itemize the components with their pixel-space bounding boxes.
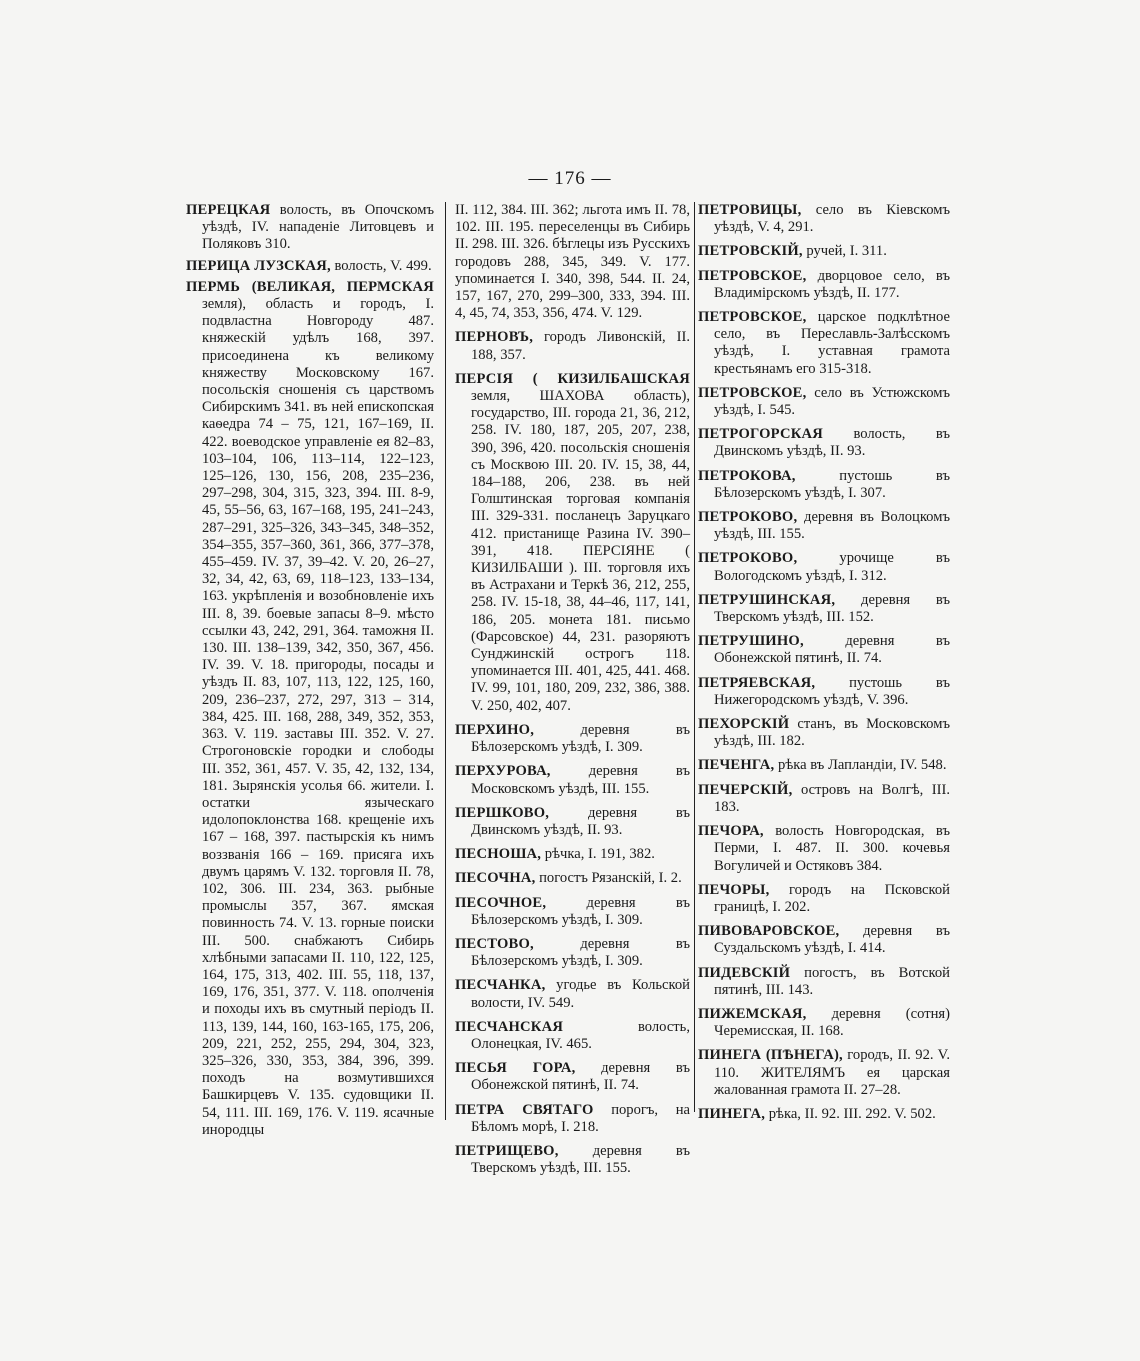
index-entry — [698, 309, 950, 378]
entry-headword: ПЕСТОВО, — [455, 935, 534, 952]
index-entry — [698, 633, 950, 667]
index-entry — [698, 202, 950, 236]
index-entry — [186, 279, 434, 1139]
index-entry — [698, 1106, 950, 1123]
entry-text: деревня (сотня) Черемисская, II. 168. — [714, 1005, 950, 1040]
entry-text: село въ Устюжскомъ уѣздѣ, I. 545. — [714, 384, 950, 419]
entry-headword: ПЕТРУШИНО, — [698, 633, 804, 650]
entry-headword: ПЕЧЕРСКІЙ, — [698, 781, 793, 798]
index-entry — [455, 977, 690, 1011]
index-entry — [455, 763, 690, 797]
entry-text: волость, въ Двинскомъ уѣздѣ, II. 93. — [714, 426, 950, 460]
index-entry — [698, 1047, 950, 1099]
index-column-1 — [186, 202, 434, 1143]
index-entry — [698, 426, 950, 460]
entry-text: царское подклѣтное село, въ Переславль-Залѣсскомъ уѣздѣ, I. уставная грамота крестьянамъ его 315-318. — [714, 309, 950, 377]
index-entry — [455, 1143, 690, 1177]
entry-text: ручей, I. 311. — [802, 243, 887, 260]
entry-text: волость Новгородская, въ Перми, I. 487. II. 300. кочевья Вогуличей и Остяковъ 384. — [714, 823, 950, 874]
entry-headword: ПИНЕГА (ПѢНЕГА), — [698, 1047, 843, 1064]
entry-text: деревня въ Бѣлозерскомъ уѣздѣ, I. 309. — [471, 721, 690, 756]
index-entry — [698, 757, 950, 774]
page-number: — 176 — — [528, 168, 612, 189]
entry-headword: ПЕЧОРЫ, — [698, 881, 770, 898]
index-entry — [455, 870, 690, 887]
entry-headword: ПЕСЧАНКА, — [455, 977, 546, 994]
entry-text: волость, Олонецкая, IV. 465. — [471, 1018, 690, 1052]
index-entry — [698, 965, 950, 999]
index-entry — [455, 722, 690, 756]
index-entry — [698, 509, 950, 543]
index-entry — [698, 592, 950, 626]
entry-text: городъ Ливонскій, II. 188, 357. — [471, 329, 690, 363]
entry-text: деревня въ Бѣлозерскомъ уѣздѣ, I. 309. — [471, 935, 690, 970]
entry-headword: ПИЖЕМСКАЯ, — [698, 1005, 807, 1022]
entry-text: пустошь въ Бѣлозерскомъ уѣздѣ, I. 307. — [714, 467, 950, 501]
entry-headword: ПЕТРОВСКОЕ, — [698, 309, 807, 326]
entry-headword: ПЕРНОВЪ, — [455, 329, 534, 346]
entry-text: урочище въ Вологодскомъ уѣздѣ, I. 312. — [714, 550, 950, 584]
column-divider — [445, 202, 446, 1120]
entry-text: деревня въ Волоцкомъ уѣздѣ, III. 155. — [714, 509, 950, 543]
entry-headword: ПЕЧОРА, — [698, 823, 764, 840]
index-entry — [698, 550, 950, 584]
entry-text: деревня въ Бѣлозерскомъ уѣздѣ, I. 309. — [471, 894, 690, 928]
entry-headword: ПЕСЧАНСКАЯ — [455, 1018, 564, 1035]
entry-headword: ПИНЕГА, — [698, 1105, 766, 1122]
entry-headword: ПЕРИЦА ЛУЗСКАЯ, — [186, 257, 331, 274]
index-entry — [698, 923, 950, 957]
entry-text: деревня въ Двинскомъ уѣздѣ, II. 93. — [471, 804, 690, 838]
entry-headword: ПЕСОЧНА, — [455, 870, 536, 887]
entry-headword: ПЕСЬЯ ГОРА, — [455, 1060, 576, 1077]
entry-text: земля, ШАХОВА область), государство, III. города 21, 36, 212, 258. IV. 180, 187, 205, 207, 238, 390, 396, 420. посольскія сношенія съ Москвою III. 20. IV. 15, 38, 44, 184–188, 206, 238. въ ней Голштинская торговая компанія III. 329-331. посланецъ Заруцкаго 412. пристанище Разина IV. 390–391, 418. ПЕРСІЯНЕ ( КИЗИЛБАШИ ). III. торговля ихъ въ Астрахани и Теркѣ 36, 212, 255, 258. IV. 15-18, 38, 44–46, 117, 141, 186, 205. монета 181. письмо (Фарсовское) 44, 231. разоряютъ Сунджинскій острогъ 118. упоминается III. 401, 425, 441. 468. IV. 99, 101, 180, 209, 232, 386, 388. V. 250, 402, 407. — [471, 388, 690, 714]
index-entry — [455, 1019, 690, 1053]
entry-text: рѣчка, I. 191, 382. — [541, 846, 655, 863]
entry-headword: ПЕТРОКОВО, — [698, 550, 798, 567]
index-entry-continuation — [455, 202, 690, 322]
entry-headword: ПЕТРЯЕВСКАЯ, — [698, 674, 816, 691]
entry-headword: ПИВОВАРОВСКОЕ, — [698, 923, 840, 940]
index-entry — [455, 371, 690, 715]
index-entry — [698, 1006, 950, 1040]
index-entry — [698, 882, 950, 916]
entry-text: угодье въ Кольской волости, IV. 549. — [471, 977, 690, 1011]
entry-text: деревня въ Обонежской пятинѣ, II. 74. — [471, 1060, 690, 1094]
entry-text: деревня въ Обонежской пятинѣ, II. 74. — [714, 633, 950, 667]
entry-headword: ПЕТРОКОВА, — [698, 467, 796, 484]
entry-text: деревня въ Тверскомъ уѣздѣ, III. 152. — [714, 591, 950, 626]
index-entry — [186, 258, 434, 275]
index-entry — [698, 716, 950, 750]
entry-headword: ПЕРХИНО, — [455, 721, 535, 738]
entry-text: рѣка въ Лапландіи, IV. 548. — [774, 757, 947, 774]
index-entry — [455, 846, 690, 863]
entry-text: городъ, II. 92. V. 110. ЖИТЕЛЯМЪ ея царская жалованная грамота II. 27–28. — [714, 1047, 950, 1098]
index-entry — [186, 202, 434, 254]
entry-headword: ПЕСНОША, — [455, 846, 542, 863]
entry-text: станъ, въ Московскомъ уѣздѣ, III. 182. — [714, 716, 950, 750]
entry-headword: ПЕТРОВСКОЕ, — [698, 384, 807, 401]
entry-headword: ПЕРХУРОВА, — [455, 763, 551, 780]
entry-headword: ПЕТРОВИЦЫ, — [698, 202, 802, 218]
entry-text: деревня въ Московскомъ уѣздѣ, III. 155. — [471, 763, 690, 797]
index-entry — [698, 268, 950, 302]
entry-headword: ПИДЕВСКІЙ — [698, 964, 791, 981]
index-entry — [455, 329, 690, 363]
entry-text: рѣка, II. 92. III. 292. V. 502. — [765, 1105, 936, 1122]
index-entry — [698, 823, 950, 875]
entry-headword: ПЕРМЬ (ВЕЛИКАЯ, ПЕРМСКАЯ — [186, 278, 434, 295]
index-entry — [455, 936, 690, 970]
entry-headword: ПЕСОЧНОЕ, — [455, 894, 547, 911]
entry-headword: ПЕРСІЯ ( КИЗИЛБАШСКАЯ — [455, 370, 690, 387]
entry-text: деревня въ Тверскомъ уѣздѣ, III. 155. — [471, 1142, 690, 1177]
entry-text: волость, въ Опочскомъ уѣздѣ, IV. нападеніе Литовцевъ и Поляковъ 310. — [202, 202, 434, 253]
entry-headword: ПЕРЕЦКАЯ — [186, 202, 271, 218]
entry-text: порогъ, на Бѣломъ морѣ, I. 218. — [471, 1101, 691, 1135]
entry-text: волость, V. 499. — [330, 257, 432, 274]
entry-text: городъ на Псковской границѣ, I. 202. — [714, 881, 950, 915]
entry-headword: ПЕТРИЩЕВО, — [455, 1142, 559, 1159]
index-entry — [698, 243, 950, 260]
entry-headword: ПЕЧЕНГА, — [698, 757, 775, 774]
index-entry — [698, 675, 950, 709]
entry-headword: ПЕТРОВСКІЙ, — [698, 243, 803, 260]
index-entry — [698, 385, 950, 419]
index-column-2 — [455, 202, 690, 1184]
entry-text: деревня въ Суздальскомъ уѣздѣ, I. 414. — [714, 923, 950, 957]
index-entry — [455, 895, 690, 929]
entry-text: островъ на Волгѣ, III. 183. — [714, 781, 950, 815]
entry-text: II. 112, 384. III. 362; льгота имъ II. 78, 102. III. 195. переселенцы въ Сибирь II. 298. III. 326. бѣглецы изъ Русскихъ городовъ 288, 345, 349. V. 177. упоминается I. 340, 398, 544. II. 24, 157, 167, 270, 299–300, 333, 394. III. 4, 45, 74, 353, 356, 474. V. 129. — [455, 202, 690, 322]
index-entry — [698, 468, 950, 502]
entry-text: погостъ, въ Вотской пятинѣ, III. 143. — [714, 964, 950, 998]
entry-headword: ПЕТРА СВЯТАГО — [455, 1101, 594, 1118]
index-entry — [455, 805, 690, 839]
entry-text: погостъ Рязанскій, I. 2. — [535, 870, 682, 887]
entry-headword: ПЕТРОКОВО, — [698, 509, 798, 526]
entry-text: село въ Кіевскомъ уѣздѣ, V. 4, 291. — [714, 202, 950, 236]
index-entry — [698, 782, 950, 816]
index-entry — [455, 1102, 690, 1136]
entry-headword: ПЕТРОВСКОЕ, — [698, 267, 807, 284]
entry-headword: ПЕХОРСКІЙ — [698, 716, 790, 733]
index-column-3 — [698, 202, 950, 1130]
entry-text: пустошь въ Нижегородскомъ уѣздѣ, V. 396. — [714, 674, 950, 708]
entry-text: земля), область и городъ, I. подвластна Новгороду 487. княжескій удѣлъ 168, 397. присоединена къ великому княжеству Московскому 167. посольскія сношенія съ царствомъ Сибирскимъ 341. въ ней епископская каѳедра 74 – 75, 121, 167–169, II. 422. воеводское управленіе ея 82–83, 103–104, 106, 113–114, 122–123, 125–126, 130, 156, 208, 235–236, 297–298, 304, 315, 323, 394. III. 8-9, 45, 55–56, 63, 167–168, 195, 241–243, 287–291, 325–326, 343–345, 348–352, 354–355, 357–360, 361, 366, 377–378, 455–459. IV. 37, 39–42. V. 20, 26–27, 32, 34, 42, 63, 69, 118–123, 133–134, 163. укрѣпленія и возобновленіе ихъ III. 8, 39. боевые запасы 8–9. мѣсто ссылки 43, 242, 291, 364. таможня II. 130. III. 138–139, 342, 350, 367, 456. IV. 39. V. 18. пригороды, посады и уѣздъ II. 83, 107, 113, 122, 125, 160, 209, 236–237, 272, 297, 313 – 314, 384, 425. III. 168, 288, 349, 352, 353, 363. V. 119. заставы III. 352. V. 27. Строгоновскіе городки и слободы III. 352, 361, 457. V. 35, 42, 132, 134, 181. Зырянскія усолья 66. жители. I. остатки языческаго идолопоклонства 168. крещеніе ихъ 167 – 168, 397. пастырскія къ нимъ воззванія 166 – 169. присяга ихъ двумъ царямъ V. 132. торговля II. 78, 102, 306. III. 234, 363. рыбные промыслы 357, 367. ямская повинность 74. V. 13. горные поиски III. 500. снабжаютъ Сибирь хлѣбными запасами II. 110, 122, 125, 164, 175, 313, 402. III. 55, 118, 137, 169, 176, 351, 377. V. 118. ополченія и походы ихъ въ смутный періодъ II. 113, 139, 144, 160, 163-165, 175, 206, 209, 221, 252, 255, 294, 304, 323, 325–326, 330, 353, 384, 396, 399. походъ на возмутившихся Башкирцевъ V. 135. судовщики II. 54, 111. III. 169, 176. V. 119. ясачные инородцы — [202, 296, 434, 1138]
entry-text: дворцовое село, въ Владимірскомъ уѣздѣ, II. 177. — [714, 267, 950, 301]
column-divider — [694, 202, 695, 1112]
entry-headword: ПЕТРУШИНСКАЯ, — [698, 591, 836, 608]
index-entry — [455, 1060, 690, 1094]
entry-headword: ПЕТРОГОРСКАЯ — [698, 426, 823, 443]
entry-headword: ПЕРШКОВО, — [455, 804, 550, 821]
